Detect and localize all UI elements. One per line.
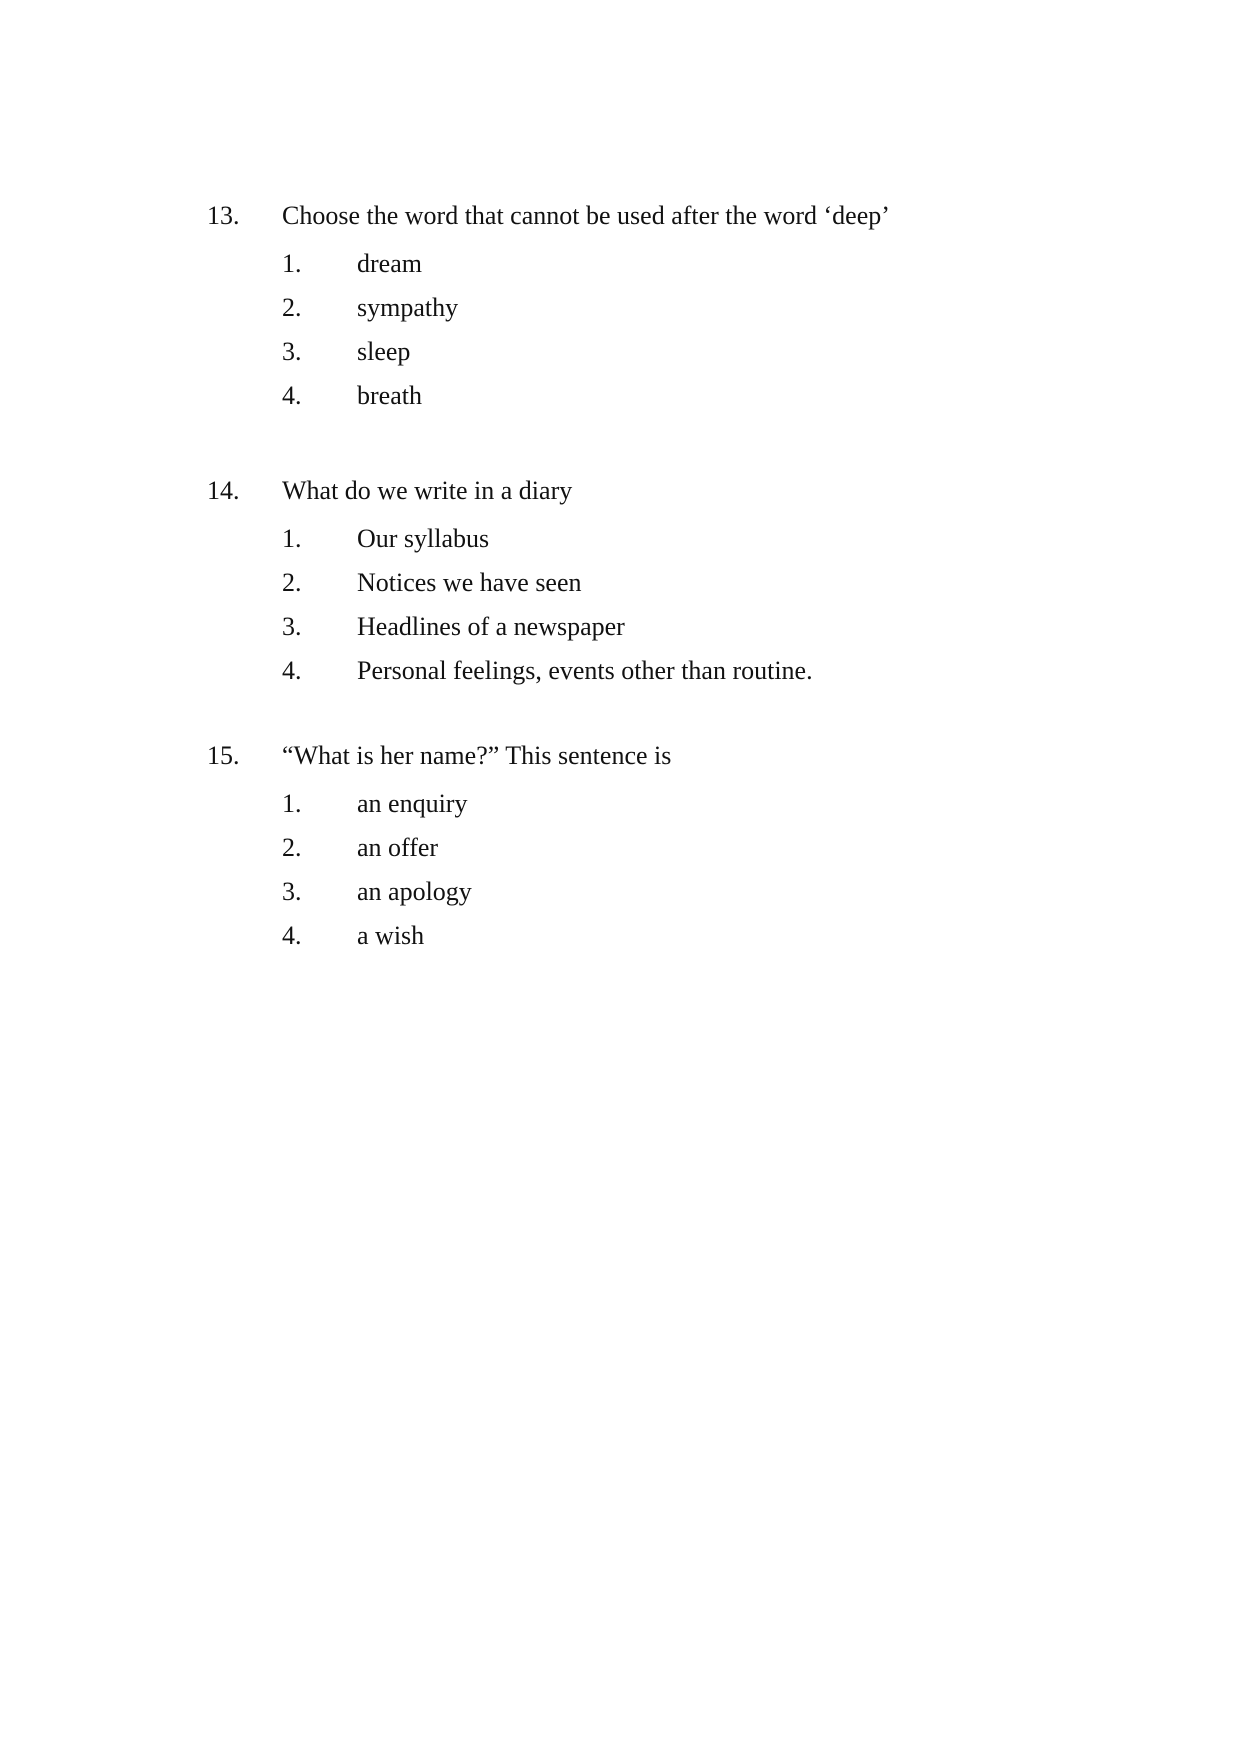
option-item: [282, 242, 1107, 286]
option-item: [282, 870, 1107, 914]
option-text: a wish: [357, 921, 425, 950]
question-number: 15.: [207, 741, 240, 770]
option-item: [282, 374, 1107, 418]
option-number: 1.: [282, 249, 302, 278]
option-text: sympathy: [357, 293, 459, 322]
option-text: dream: [357, 249, 422, 278]
option-text: Our syllabus: [357, 524, 490, 553]
option-item: [282, 826, 1107, 870]
option-number: 3.: [282, 612, 302, 641]
question-stem: [207, 194, 1107, 238]
option-text: an apology: [357, 877, 472, 906]
question-stem: [207, 734, 1107, 778]
option-text: Notices we have seen: [357, 568, 582, 597]
option-item: [282, 649, 1107, 693]
option-number: 3.: [282, 877, 302, 906]
option-text: breath: [357, 381, 422, 410]
option-text: Personal feelings, events other than routine.: [357, 656, 813, 685]
option-list: [282, 517, 1107, 693]
question-14: [207, 469, 1107, 693]
option-number: 4.: [282, 381, 302, 410]
option-list: [282, 242, 1107, 418]
question-text: What do we write in a diary: [282, 476, 573, 505]
question-number: 14.: [207, 476, 240, 505]
question-text: “What is her name?” This sentence is: [282, 741, 672, 770]
option-text: an offer: [357, 833, 439, 862]
option-text: Headlines of a newspaper: [357, 612, 625, 641]
option-item: [282, 517, 1107, 561]
option-item: [282, 330, 1107, 374]
option-item: [282, 286, 1107, 330]
option-number: 1.: [282, 789, 302, 818]
option-number: 3.: [282, 337, 302, 366]
option-number: 2.: [282, 293, 302, 322]
question-stem: [207, 469, 1107, 513]
question-13: [207, 194, 1107, 418]
question-15: [207, 734, 1107, 958]
option-list: [282, 782, 1107, 958]
option-number: 2.: [282, 833, 302, 862]
option-text: an enquiry: [357, 789, 468, 818]
option-number: 4.: [282, 921, 302, 950]
option-number: 4.: [282, 656, 302, 685]
option-item: [282, 914, 1107, 958]
option-number: 1.: [282, 524, 302, 553]
option-number: 2.: [282, 568, 302, 597]
question-number: 13.: [207, 201, 240, 230]
option-item: [282, 561, 1107, 605]
option-text: sleep: [357, 337, 411, 366]
option-item: [282, 782, 1107, 826]
option-item: [282, 605, 1107, 649]
question-text: Choose the word that cannot be used after the word ‘deep’: [282, 201, 890, 230]
